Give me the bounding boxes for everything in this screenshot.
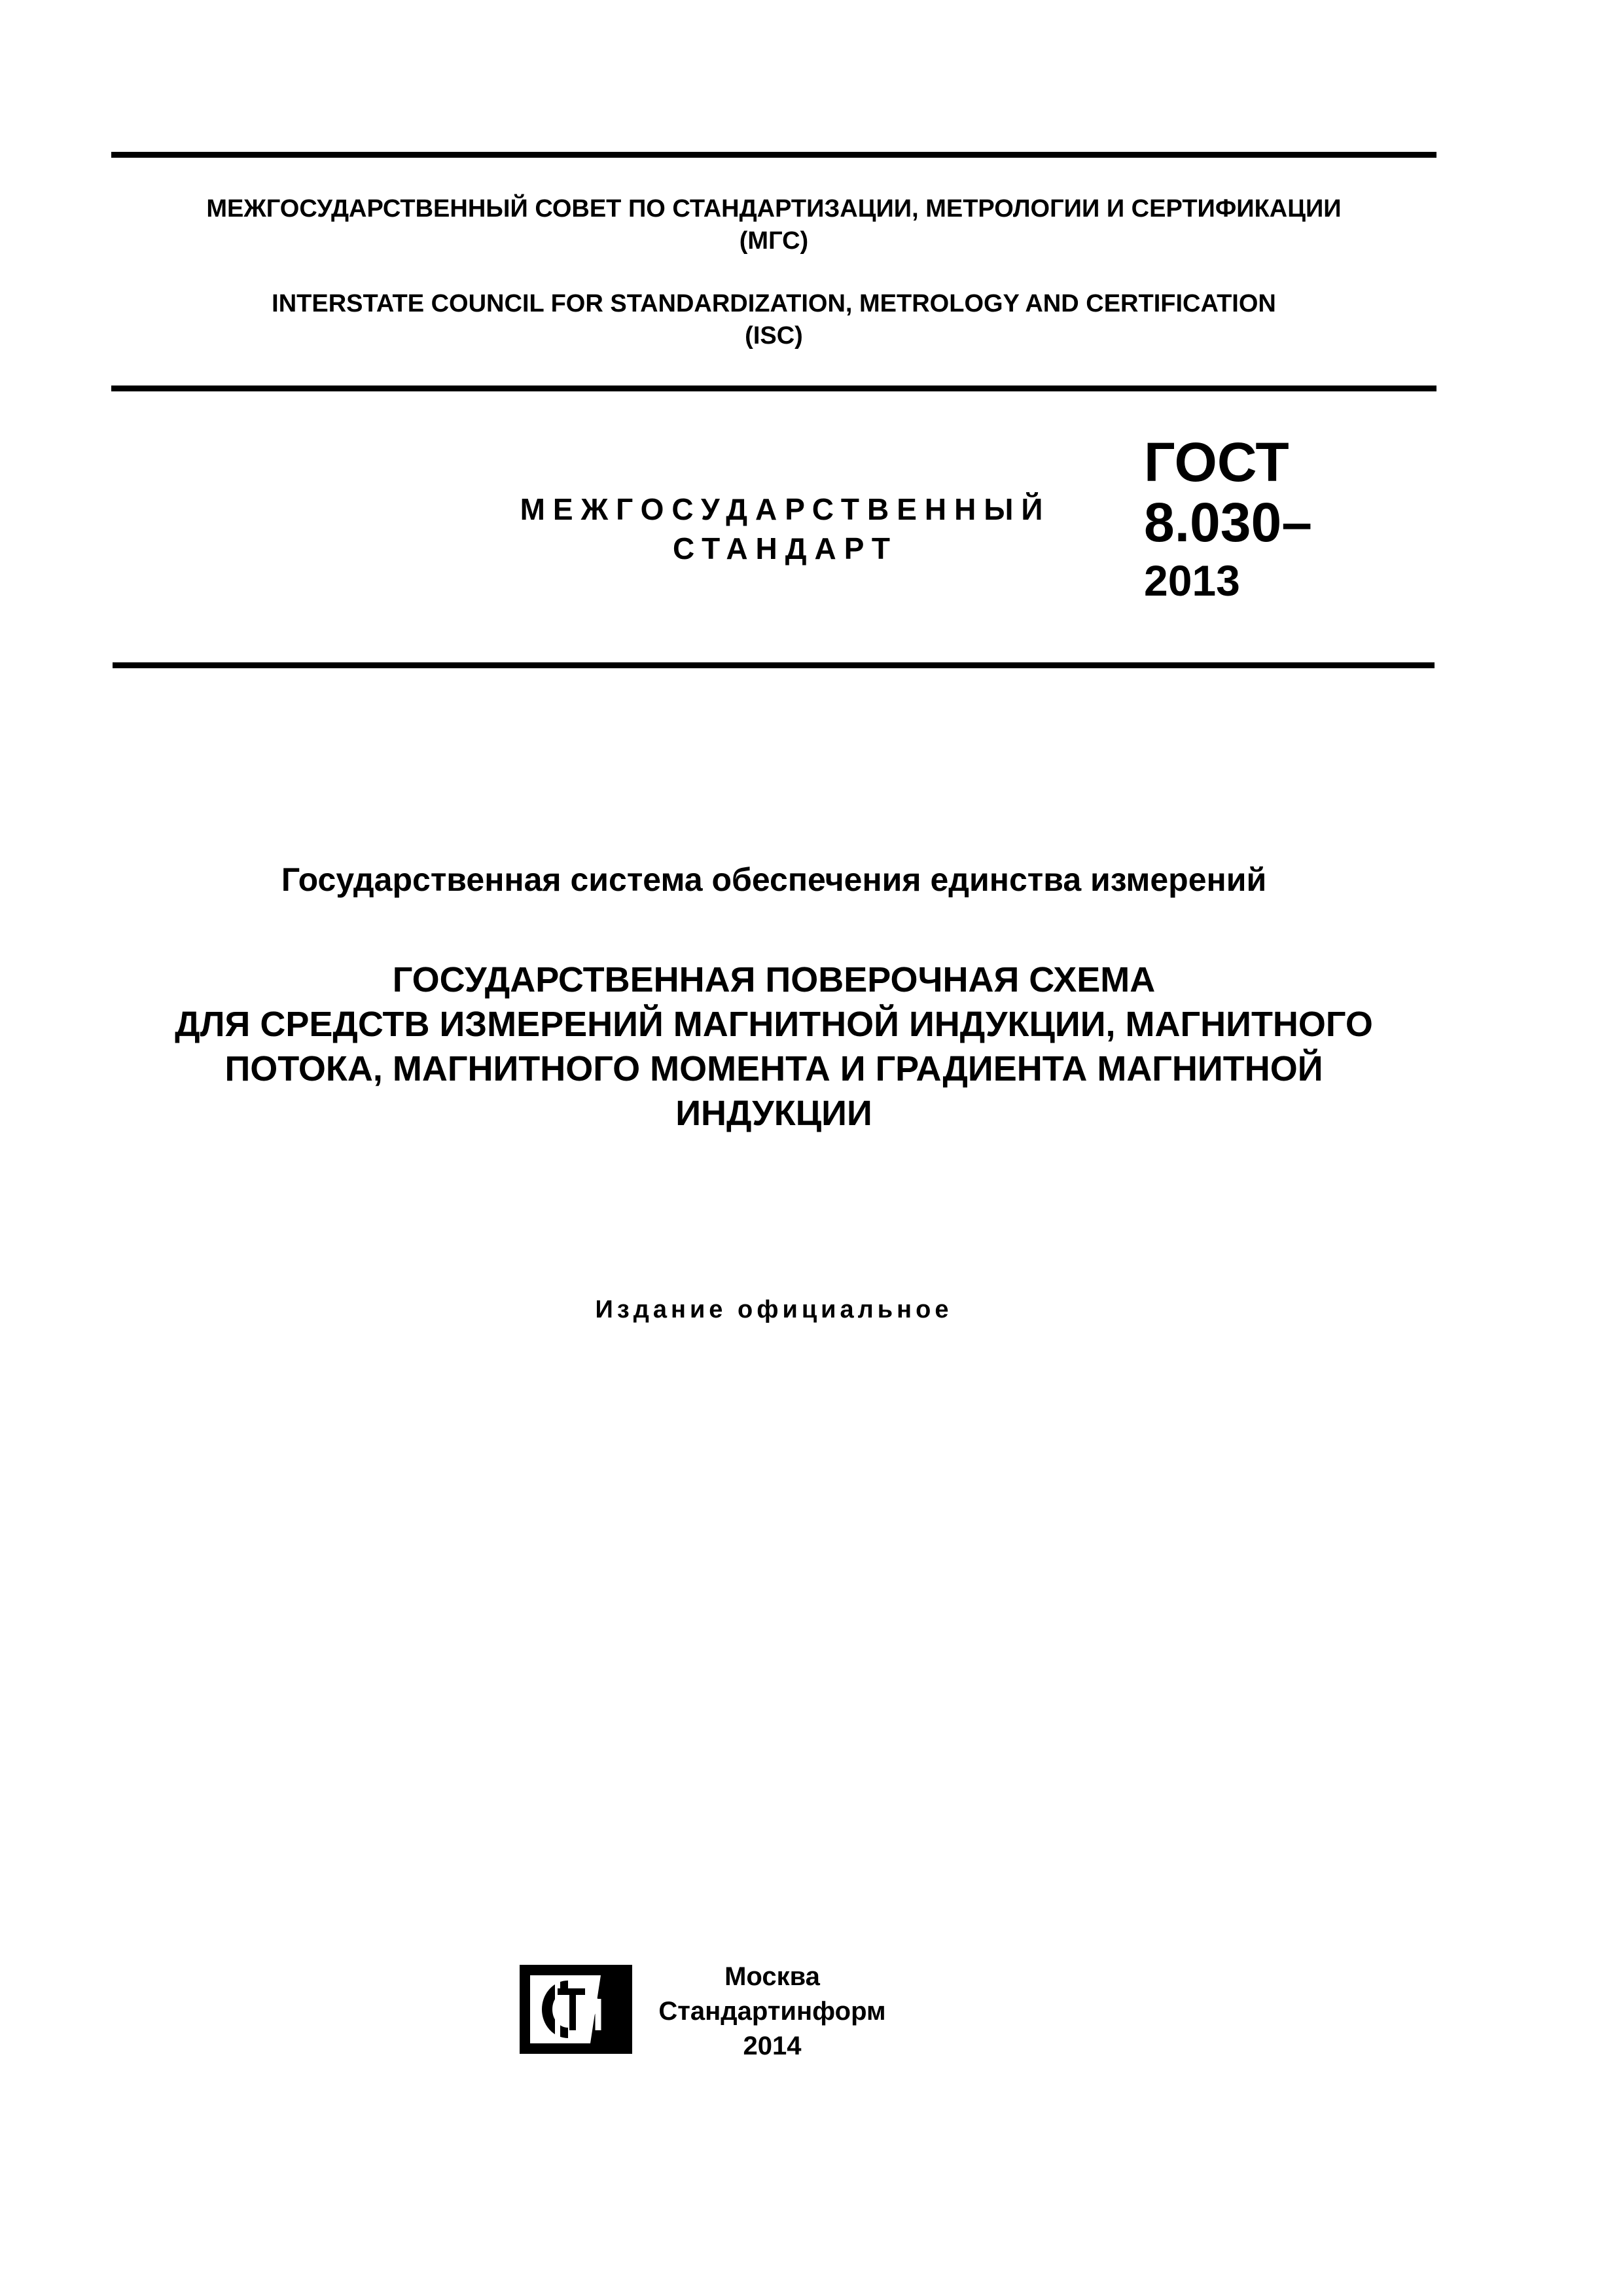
council-abbr-en: (ISC) [745, 322, 803, 350]
standard-kind [484, 490, 1086, 568]
bottom-rule [113, 662, 1435, 668]
system-title: Государственная система обеспечения единства измерений [281, 861, 1267, 898]
council-name-russian [111, 193, 1436, 257]
edition-note: Издание официальное [595, 1296, 953, 1323]
publication-year: 2014 [743, 2032, 802, 2060]
document-title-line4: ИНДУКЦИИ [675, 1094, 872, 1133]
standard-year: 2013 [1144, 556, 1240, 605]
document-title-line3: ПОТОКА, МАГНИТНОГО МОМЕНТА И ГРАДИЕНТА МАГНИТНОЙ [224, 1049, 1323, 1088]
middle-rule [111, 386, 1436, 391]
standartinform-logo-icon [517, 1962, 633, 2056]
standard-designation [1144, 432, 1312, 609]
council-abbr-ru: (МГС) [739, 227, 809, 255]
standard-prefix: ГОСТ [1144, 431, 1289, 493]
document-title-line1: ГОСУДАРСТВЕННАЯ ПОВЕРОЧНАЯ СХЕМА [392, 960, 1156, 999]
standard-number: 8.030– [1144, 492, 1312, 553]
standard-kind-line2: СТАНДАРТ [673, 531, 898, 565]
council-name-ru-text: МЕЖГОСУДАРСТВЕННЫЙ СОВЕТ ПО СТАНДАРТИЗАЦИИ, МЕТРОЛОГИИ И СЕРТИФИКАЦИИ [206, 195, 1342, 223]
council-name-en-text: INTERSTATE COUNCIL FOR STANDARDIZATION, METROLOGY AND CERTIFICATION [272, 290, 1276, 317]
council-name-english [111, 288, 1436, 352]
document-title [111, 958, 1436, 1136]
document-title-line2: ДЛЯ СРЕДСТВ ИЗМЕРЕНИЙ МАГНИТНОЙ ИНДУКЦИИ, МАГНИТНОГО [175, 1005, 1373, 1044]
top-rule [111, 152, 1436, 158]
standard-kind-line1: МЕЖГОСУДАРСТВЕННЫЙ [520, 492, 1051, 526]
publisher-name: Стандартинформ [658, 1997, 886, 2026]
publisher-city: Москва [724, 1962, 820, 1991]
publisher-block [628, 1960, 916, 2064]
